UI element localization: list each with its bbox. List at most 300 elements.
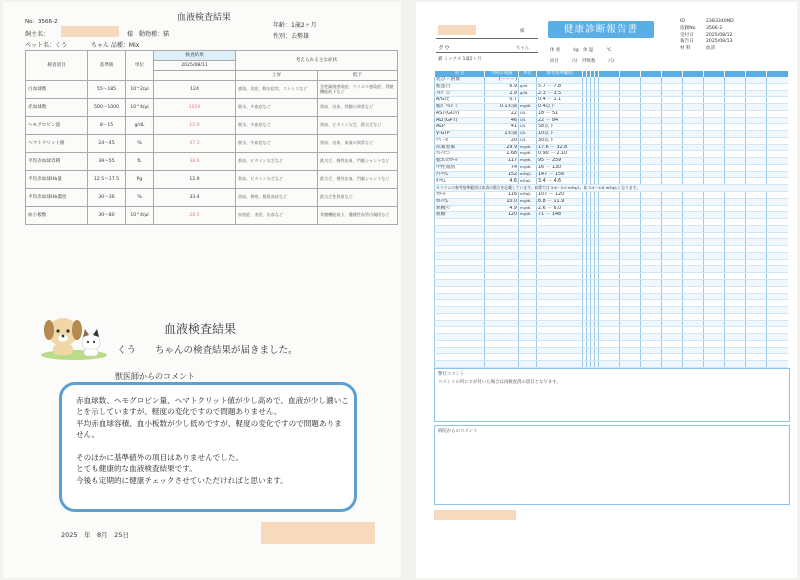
chart-cell bbox=[599, 273, 620, 280]
chart-cell bbox=[746, 97, 767, 104]
chart-cell bbox=[599, 137, 620, 144]
chart-cell bbox=[599, 164, 620, 171]
chart-cell bbox=[599, 354, 620, 361]
chart-cell bbox=[725, 252, 746, 259]
empty-cell bbox=[537, 259, 583, 266]
chart-cell bbox=[641, 212, 662, 219]
col-ref: 参考基準範囲 bbox=[537, 71, 583, 77]
chart-cell bbox=[767, 164, 788, 171]
chart-cell bbox=[746, 252, 767, 259]
vitals: 体 重 kg 体 温 ℃ bbox=[550, 48, 612, 53]
chart-cell bbox=[683, 158, 704, 165]
reference-range: 5.7 － 7.8 bbox=[537, 83, 583, 90]
chart-cell bbox=[725, 273, 746, 280]
empty-cell bbox=[485, 239, 519, 246]
col-result-group: 検査結果 bbox=[154, 51, 236, 61]
chart-cell bbox=[599, 158, 620, 165]
chart-cell bbox=[704, 137, 725, 144]
chart-cell bbox=[683, 286, 704, 293]
table-row bbox=[435, 171, 789, 178]
chart-cell bbox=[662, 198, 683, 205]
empty-cell bbox=[519, 327, 537, 334]
result-value: 124 bbox=[154, 81, 236, 99]
chart-cell bbox=[767, 246, 788, 253]
empty-cell bbox=[435, 300, 485, 307]
col-unit: 単位 bbox=[126, 51, 154, 81]
chart-cell bbox=[662, 104, 683, 111]
chart-cell bbox=[746, 192, 767, 199]
header-info-value: 血清 bbox=[706, 46, 716, 52]
reference-range: 18 － 51 bbox=[537, 110, 583, 117]
increase-causes: 貧血、ビタミン欠乏など bbox=[236, 153, 318, 171]
unit: U/L bbox=[519, 110, 537, 117]
test-item-name: 平均赤血球Hb量 bbox=[26, 171, 88, 189]
chart-cell bbox=[641, 232, 662, 239]
reference-range: 3.4 － 4.6 bbox=[537, 178, 583, 185]
chart-cell bbox=[683, 90, 704, 97]
empty-cell bbox=[519, 266, 537, 273]
empty-cell bbox=[485, 279, 519, 286]
chart-cell bbox=[767, 313, 788, 320]
unit: g/dL bbox=[519, 83, 537, 90]
chart-cell bbox=[641, 144, 662, 151]
chart-cell bbox=[599, 104, 620, 111]
chart-cell bbox=[662, 151, 683, 158]
empty-cell bbox=[435, 340, 485, 347]
chart-cell bbox=[662, 354, 683, 361]
empty-cell bbox=[519, 239, 537, 246]
chart-cell bbox=[767, 137, 788, 144]
chart-cell bbox=[662, 246, 683, 253]
chart-cell bbox=[662, 97, 683, 104]
chart-cell bbox=[767, 90, 788, 97]
empty-cell bbox=[537, 246, 583, 253]
chart-cell bbox=[620, 137, 641, 144]
empty-cell bbox=[519, 259, 537, 266]
chart-cell bbox=[599, 97, 620, 104]
chart-cell bbox=[662, 320, 683, 327]
chart-cell bbox=[683, 334, 704, 341]
redacted-lab-info bbox=[434, 510, 516, 520]
result-value: 4.6 bbox=[485, 178, 519, 185]
table-row bbox=[26, 81, 398, 99]
chart-cell bbox=[599, 361, 620, 368]
chart-cell bbox=[641, 225, 662, 232]
chart-cell bbox=[725, 97, 746, 104]
empty-cell bbox=[537, 340, 583, 347]
chart-cell bbox=[662, 219, 683, 226]
test-item-name: 尿素窒素 bbox=[435, 144, 485, 151]
chart-cell bbox=[662, 212, 683, 219]
chart-cell bbox=[599, 279, 620, 286]
empty-cell bbox=[435, 239, 485, 246]
unit: U/L bbox=[519, 124, 537, 131]
chart-cell bbox=[683, 104, 704, 111]
reference-range: 30～80 bbox=[88, 207, 126, 225]
empty-cell bbox=[485, 225, 519, 232]
empty-cell bbox=[519, 246, 537, 253]
empty-cell bbox=[519, 313, 537, 320]
empty-cell bbox=[435, 266, 485, 273]
chart-cell bbox=[662, 313, 683, 320]
result-value: 117 bbox=[485, 158, 519, 165]
empty-cell bbox=[485, 219, 519, 226]
chart-cell bbox=[683, 225, 704, 232]
chart-cell bbox=[704, 219, 725, 226]
chart-cell bbox=[641, 205, 662, 212]
chart-cell bbox=[641, 300, 662, 307]
empty-cell bbox=[485, 246, 519, 253]
chart-cell bbox=[704, 117, 725, 124]
decrease-causes: 鉄欠乏性貧血など bbox=[318, 189, 398, 207]
chart-cell bbox=[725, 327, 746, 334]
unit: fL bbox=[126, 153, 154, 171]
chart-cell bbox=[620, 104, 641, 111]
unit: 10^4/μl bbox=[126, 207, 154, 225]
test-item-name: 総ｺﾚｽﾃﾛｰﾙ bbox=[435, 158, 485, 165]
chart-cell bbox=[641, 219, 662, 226]
empty-cell bbox=[485, 320, 519, 327]
chart-cell bbox=[746, 279, 767, 286]
result-value: 28.5 bbox=[154, 207, 236, 225]
chart-cell bbox=[662, 361, 683, 368]
table-row bbox=[26, 153, 398, 171]
chart-cell bbox=[641, 307, 662, 314]
table-row bbox=[26, 135, 398, 153]
unit: mg/dL bbox=[519, 144, 537, 151]
report-title: 血液検査結果 bbox=[177, 13, 232, 23]
chart-cell bbox=[620, 313, 641, 320]
header-info-value: 3566-2 bbox=[706, 25, 723, 31]
chart-cell bbox=[704, 279, 725, 286]
chart-cell bbox=[704, 273, 725, 280]
chart-cell bbox=[746, 83, 767, 90]
empty-cell bbox=[485, 266, 519, 273]
chart-cell bbox=[683, 246, 704, 253]
chart-cell bbox=[683, 293, 704, 300]
chart-cell bbox=[683, 171, 704, 178]
chart-cell bbox=[620, 158, 641, 165]
chart-cell bbox=[725, 171, 746, 178]
chart-cell bbox=[767, 327, 788, 334]
chart-cell bbox=[767, 361, 788, 368]
chart-cell bbox=[725, 104, 746, 111]
chart-cell bbox=[704, 164, 725, 171]
redacted-owner-name bbox=[438, 25, 476, 35]
test-item-name: 総ﾋﾞﾘﾙﾋﾞﾝ bbox=[435, 104, 485, 111]
unit: 10^2/μl bbox=[126, 81, 154, 99]
chart-cell bbox=[746, 293, 767, 300]
unit: 10^4/μl bbox=[126, 99, 154, 117]
empty-cell bbox=[537, 286, 583, 293]
increase-causes: 溶血、黄疸、脂質血症など bbox=[236, 189, 318, 207]
chart-cell bbox=[704, 320, 725, 327]
chart-cell bbox=[746, 307, 767, 314]
chart-cell bbox=[599, 171, 620, 178]
empty-cell bbox=[519, 293, 537, 300]
empty-cell bbox=[537, 239, 583, 246]
comment-line: 赤血球数、ヘモグロビン量、ヘマトクリット値が少し高めで、血液が少し濃いこ bbox=[76, 396, 349, 405]
col-date: 2025/08/11 bbox=[154, 61, 236, 71]
chart-cell bbox=[767, 178, 788, 185]
comment-heading: 獣医師からのコメント bbox=[115, 372, 195, 381]
chart-cell bbox=[767, 354, 788, 361]
chart-cell bbox=[683, 327, 704, 334]
empty-cell bbox=[435, 320, 485, 327]
empty-cell bbox=[435, 286, 485, 293]
chart-cell bbox=[641, 178, 662, 185]
chart-cell bbox=[683, 347, 704, 354]
test-item-name: 総蛋白 bbox=[435, 83, 485, 90]
chart-cell bbox=[620, 225, 641, 232]
empty-cell bbox=[485, 293, 519, 300]
test-item-name: ALT(GPT) bbox=[435, 117, 485, 124]
chart-cell bbox=[620, 279, 641, 286]
chart-cell bbox=[662, 192, 683, 199]
reference-range: 16 － 130 bbox=[537, 164, 583, 171]
unit: mg/dL bbox=[519, 151, 537, 158]
chart-cell bbox=[641, 110, 662, 117]
empty-cell bbox=[537, 293, 583, 300]
chart-cell bbox=[683, 259, 704, 266]
chart-cell bbox=[746, 300, 767, 307]
chart-cell bbox=[746, 273, 767, 280]
unit: Pg bbox=[126, 171, 154, 189]
report-date: 2025 年 8月 25日 bbox=[61, 531, 129, 539]
comment-line: そのほかに基準値外の項目はありませんでした。 bbox=[76, 453, 244, 463]
empty-cell bbox=[519, 232, 537, 239]
chart-cell bbox=[704, 90, 725, 97]
chart-cell bbox=[725, 219, 746, 226]
chart-cell bbox=[746, 90, 767, 97]
chart-cell bbox=[746, 239, 767, 246]
chart-cell bbox=[683, 137, 704, 144]
table-row bbox=[435, 151, 789, 158]
chart-cell bbox=[683, 97, 704, 104]
chart-cell bbox=[599, 239, 620, 246]
table-row bbox=[26, 99, 398, 117]
chart-cell bbox=[725, 354, 746, 361]
chart-cell bbox=[704, 286, 725, 293]
owner-label: 飼主名： bbox=[25, 31, 50, 38]
chart-cell bbox=[620, 144, 641, 151]
empty-row bbox=[435, 232, 789, 239]
blood-test-report-page bbox=[3, 2, 401, 578]
empty-row bbox=[435, 307, 789, 314]
chart-cell bbox=[704, 198, 725, 205]
chart-cell bbox=[746, 320, 767, 327]
company-comment-box bbox=[434, 368, 790, 422]
empty-cell bbox=[537, 266, 583, 273]
result-value: 29.9 bbox=[485, 144, 519, 151]
chart-cell bbox=[725, 124, 746, 131]
table-row bbox=[435, 198, 789, 205]
empty-cell bbox=[519, 347, 537, 354]
increase-causes: 脱水、多血症など bbox=[236, 135, 318, 153]
comment-line: 今後も定期的に健康チェックさせていただければと思います。 bbox=[76, 475, 288, 485]
chart-cell bbox=[704, 334, 725, 341]
decrease-causes: 鉄欠乏、慢性出血、門脈シャントなど bbox=[318, 153, 398, 171]
chart-cell bbox=[620, 347, 641, 354]
unit: mg/dL bbox=[519, 164, 537, 171]
col-result: 今回の成績 bbox=[485, 71, 519, 77]
chart-cell bbox=[746, 327, 767, 334]
chart-cell bbox=[620, 307, 641, 314]
dog-and-cat-illustration bbox=[39, 308, 109, 360]
empty-cell bbox=[537, 307, 583, 314]
chart-cell bbox=[725, 164, 746, 171]
chart-cell bbox=[767, 219, 788, 226]
chart-cell bbox=[662, 286, 683, 293]
empty-cell bbox=[537, 354, 583, 361]
chart-cell bbox=[704, 110, 725, 117]
empty-cell bbox=[537, 347, 583, 354]
empty-cell bbox=[435, 252, 485, 259]
chart-cell bbox=[641, 131, 662, 138]
result-value: 116 bbox=[485, 192, 519, 199]
result-value: 0.1未満 bbox=[485, 104, 519, 111]
respiration: 回目 /分 呼吸数 /分 bbox=[550, 59, 615, 64]
test-item-name: 血小板数 bbox=[26, 207, 88, 225]
reference-range: 55～185 bbox=[88, 81, 126, 99]
chart-cell bbox=[683, 83, 704, 90]
chart-cell bbox=[599, 300, 620, 307]
chart-cell bbox=[683, 117, 704, 124]
chart-cell bbox=[704, 300, 725, 307]
unit: mg/dL bbox=[519, 212, 537, 219]
chart-cell bbox=[767, 144, 788, 151]
chart-cell bbox=[599, 117, 620, 124]
table-row bbox=[435, 158, 789, 165]
chart-cell bbox=[725, 178, 746, 185]
unit bbox=[519, 97, 537, 104]
chart-cell bbox=[725, 286, 746, 293]
chart-cell bbox=[599, 246, 620, 253]
test-item-name: 平均赤血球容積 bbox=[26, 153, 88, 171]
empty-cell bbox=[537, 320, 583, 327]
result-value: 0.7 bbox=[485, 97, 519, 104]
chart-cell bbox=[704, 327, 725, 334]
table-row bbox=[435, 164, 789, 171]
empty-row bbox=[435, 273, 789, 280]
pet-underline bbox=[436, 52, 538, 53]
col-down: 低下 bbox=[318, 71, 398, 81]
chart-cell bbox=[704, 347, 725, 354]
table-row bbox=[435, 124, 789, 131]
result-value: 152 bbox=[485, 171, 519, 178]
chart-cell bbox=[641, 198, 662, 205]
test-item-name: ﾅﾄﾘｳﾑ bbox=[435, 171, 485, 178]
reference-range: 0.4 － 1.1 bbox=[537, 97, 583, 104]
chart-cell bbox=[662, 273, 683, 280]
chart-cell bbox=[599, 212, 620, 219]
chart-cell bbox=[599, 334, 620, 341]
chart-cell bbox=[641, 361, 662, 368]
table-row bbox=[435, 117, 789, 124]
chart-cell bbox=[683, 239, 704, 246]
chart-cell bbox=[641, 279, 662, 286]
chart-cell bbox=[599, 320, 620, 327]
increase-causes: 脱水、多血症など bbox=[236, 117, 318, 135]
chart-cell bbox=[599, 83, 620, 90]
chart-cell bbox=[662, 137, 683, 144]
empty-cell bbox=[519, 320, 537, 327]
table-row bbox=[435, 137, 789, 144]
chart-cell bbox=[767, 205, 788, 212]
chart-cell bbox=[683, 219, 704, 226]
result-value: 6.9 bbox=[485, 83, 519, 90]
chart-cell bbox=[620, 327, 641, 334]
reference-range: 10以下 bbox=[537, 131, 583, 138]
table-row bbox=[435, 205, 789, 212]
chart-cell bbox=[704, 97, 725, 104]
chart-cell bbox=[704, 178, 725, 185]
chart-cell bbox=[704, 252, 725, 259]
empty-cell bbox=[435, 313, 485, 320]
empty-cell bbox=[519, 361, 537, 368]
report-title: 健康診断報告書 bbox=[548, 21, 654, 38]
table-row bbox=[26, 117, 398, 135]
chart-cell bbox=[641, 83, 662, 90]
header-info-value: 23B3340ND bbox=[706, 19, 734, 24]
empty-cell bbox=[435, 293, 485, 300]
chart-cell bbox=[662, 334, 683, 341]
chart-cell bbox=[767, 83, 788, 90]
reference-range: 2.6 － 6.0 bbox=[537, 205, 583, 212]
chart-cell bbox=[725, 131, 746, 138]
chart-cell bbox=[662, 144, 683, 151]
empty-cell bbox=[435, 279, 485, 286]
chart-cell bbox=[767, 198, 788, 205]
notice-title: 血液検査結果 bbox=[164, 322, 237, 336]
redacted-clinic-stamp bbox=[261, 522, 375, 544]
empty-row bbox=[435, 327, 789, 334]
empty-cell bbox=[485, 259, 519, 266]
chart-cell bbox=[641, 90, 662, 97]
chart-cell bbox=[620, 192, 641, 199]
chart-cell bbox=[704, 293, 725, 300]
chart-cell bbox=[620, 171, 641, 178]
chart-cell bbox=[746, 212, 767, 219]
chart-cell bbox=[620, 90, 641, 97]
chart-cell bbox=[683, 205, 704, 212]
unit: % bbox=[126, 135, 154, 153]
chart-cell bbox=[641, 334, 662, 341]
empty-cell bbox=[519, 307, 537, 314]
reference-range: 147 － 156 bbox=[537, 171, 583, 178]
chart-cell bbox=[620, 252, 641, 259]
chart-cell bbox=[662, 225, 683, 232]
chart-cell bbox=[746, 259, 767, 266]
col-item: 検査項目 bbox=[26, 51, 88, 81]
empty-cell bbox=[435, 307, 485, 314]
chart-cell bbox=[683, 232, 704, 239]
chart-cell bbox=[725, 266, 746, 273]
chart-cell bbox=[599, 347, 620, 354]
chart-cell bbox=[725, 144, 746, 151]
chart-cell bbox=[704, 212, 725, 219]
col-unit: 単位 bbox=[519, 71, 537, 77]
chart-cell bbox=[725, 347, 746, 354]
header-info-key: ID bbox=[680, 19, 685, 24]
chart-cell bbox=[641, 259, 662, 266]
chart-cell bbox=[620, 110, 641, 117]
result-value: 15.9 bbox=[154, 117, 236, 135]
test-item-name: 血糖 bbox=[435, 212, 485, 219]
empty-cell bbox=[519, 334, 537, 341]
test-item-name: 平均赤血球Hb濃度 bbox=[26, 189, 88, 207]
empty-row bbox=[435, 246, 789, 253]
